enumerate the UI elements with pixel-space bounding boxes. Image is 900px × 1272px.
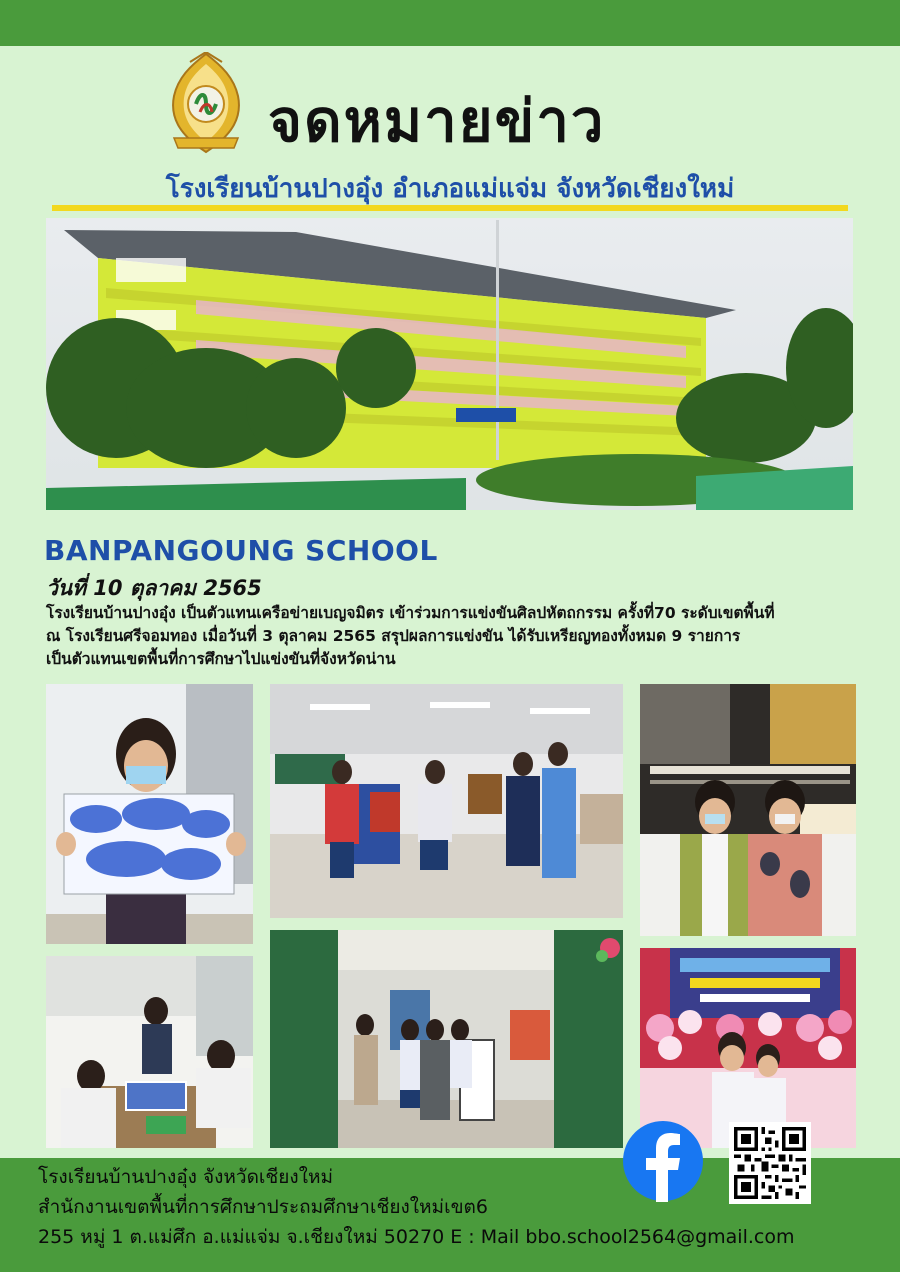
article-line: ณ โรงเรียนศรีจอมทอง เมื่อวันที่ 3 ตุลาคม 2565 สรุปผลการแข่งขัน ได้รับเหรียญทองทั้งหมด 9 รายการ [46,627,741,645]
exhibition-doorway-photo [270,930,623,1148]
footer-district-office: สำนักงานเขตพื้นที่การศึกษาประถมศึกษาเชียงใหม่เขต6 [38,1196,488,1218]
qr-code-icon[interactable] [729,1122,811,1204]
school-emblem-icon [160,52,252,156]
school-building-photo [46,218,853,510]
two-students-photo [640,684,856,936]
facebook-icon[interactable] [622,1120,704,1202]
article-line: เป็นตัวแทนเขตพื้นที่การศึกษาไปแข่งขันที่จังหวัดน่าน [46,650,396,668]
article-date: วันที่ 10 ตุลาคม 2565 [46,576,262,600]
competition-hall-photo [270,684,623,918]
school-location-subtitle: โรงเรียนบ้านปางอุ๋ง อำเภอแม่แจ่ม จังหวัดเชียงใหม่ [165,174,735,204]
student-painting-photo [46,684,253,944]
top-band [0,0,900,46]
divider-line [52,205,848,211]
footer-school-name: โรงเรียนบ้านปางอุ๋ง จังหวัดเชียงใหม่ [38,1166,334,1188]
footer-address-email: 255 หมู่ 1 ต.แม่ศึก อ.แม่แจ่ม จ.เชียงใหม่ 50270 E : Mail bbo.school2564@gmail.com [38,1226,795,1248]
article-line: โรงเรียนบ้านปางอุ๋ง เป็นตัวแทนเครือข่ายเบญจมิตร เข้าร่วมการแข่งขันศิลปหัตถกรรม ครั้งที่70 ระดับเขตพื้นที่ [46,604,775,622]
award-stage-photo [640,948,856,1148]
newsletter-title: จดหมายข่าว [268,87,606,155]
classroom-work-photo [46,956,253,1148]
article-body [46,602,876,671]
school-name-heading: BANPANGOUNG SCHOOL [44,534,438,567]
qr-code-pattern [734,1127,806,1199]
